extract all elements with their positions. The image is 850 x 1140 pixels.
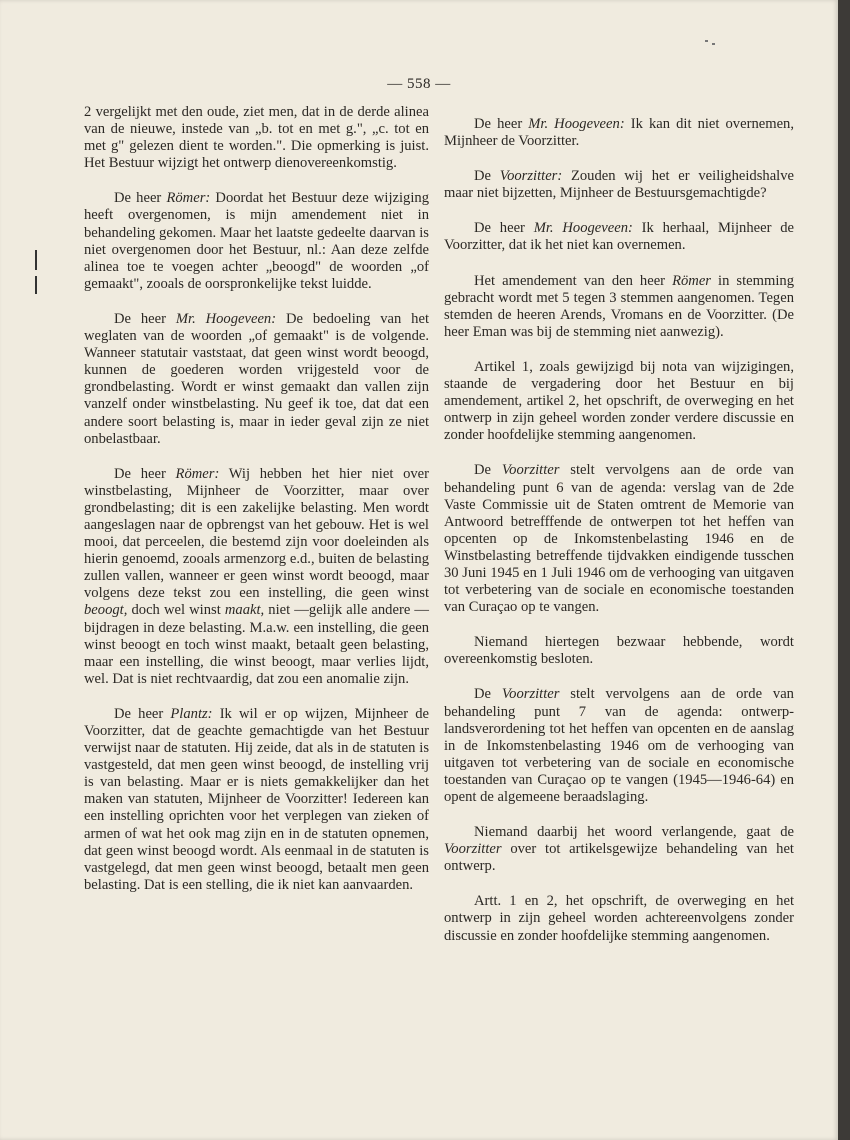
speaker-name: Mr. Hoogeveen:: [528, 116, 625, 132]
paragraph-text: over tot artikelsgewijze behandeling van het ontwerp.: [444, 841, 794, 875]
paragraph: [84, 190, 429, 293]
page-number: — 558 —: [387, 76, 451, 92]
paragraph-text: Ik herhaal, Mijnheer de Voorzitter, dat ik het niet kan overnemen.: [444, 220, 795, 254]
emphasis: maakt,: [224, 602, 265, 619]
speaker-name: Voorzitter: [444, 841, 502, 858]
speaker-name: Mr. Hoogeveen:: [533, 220, 633, 237]
left-column: [84, 104, 429, 912]
paragraph-text: Doordat het Bestuur deze wijziging heeft overgenomen, is mijn amendement niet in behandeling gekomen. Maar het laatste gedeelte daarvan is niet overgenomen door het Bestuur, nl.: Aan deze zelfde alinea toe te voegen achter „beoogd" de woorden „of gemaakt", zooals de oorspronkelijke tekst luidde.: [84, 190, 429, 292]
paragraph: [84, 466, 429, 688]
paragraph: Artt. 1 en 2, het opschrift, de overweging en het ontwerp in zijn geheel worden achtereenvolgens zonder discussie en zonder hoofdelijke stemming aangenomen.: [444, 893, 794, 944]
paragraph-prefix: De heer: [114, 705, 171, 722]
paragraph: [444, 824, 794, 875]
paragraph: [444, 686, 794, 806]
paragraph: [84, 706, 429, 894]
right-column: [444, 104, 794, 963]
paper-speck: [705, 40, 708, 42]
paragraph: [444, 220, 794, 254]
paragraph: Artikel 1, zoals gewijzigd bij nota van wijzigingen, staande de vergadering door het Bestuur en bij amendement, artikel 2, het opschrift, de overweging en het ontwerp in zijn geheel worden zonder verdere discussie en zonder hoofdelijke stemming aangenomen.: [444, 358, 794, 444]
emphasis: beoogt,: [84, 602, 128, 619]
paragraph-text: in stemming gebracht wordt met 5 tegen 3 stemmen aangenomen. Tegen stemden de heeren Arends, Vromans en de Voorzitter. (De heer Eman was bij de stemming niet aanwezig).: [444, 272, 794, 340]
paragraph: [444, 168, 794, 202]
paragraph-text: De bedoeling van het weglaten van de woorden „of gemaakt" is de volgende. Wanneer statutair vaststaat, dat geen winst wordt beoogd, kunnen de goederen worden vrijgesteld voor de grondbelasting. Wordt er winst gemaakt dan vallen zijn vanzelf onder winstbelasting. Nu geef ik toe, dat dat een andere soort belasting is, maar in ieder geval zijn ze niet onbelastbaar.: [84, 310, 430, 447]
paragraph-text: Ik wil er op wijzen, Mijnheer de Voorzitter, dat de geachte gemachtigde van het Bestuur verwijst naar de statuten. Hij zeide, dat als in de statuten is vastgesteld, dat men geen winst beoogd, de instelling vrij is van belasting. Maar er is niets gemakkelijker dan het maken van statuten, Mijnheer de Voorzitter! Iedereen kan een instelling oprichten voor het verplegen van zieken of armen of wat het ook mag zijn en in de statuten opnemen, dat geen winst beoogd wordt. Als eenmaal in de statuten is vastgelegd, dat men geen winst beoogd, betaalt men geen belasting. Dat is een stelling, die ik niet kan aanvaarden.: [84, 705, 429, 893]
paragraph: [444, 462, 794, 616]
speaker-name: Voorzitter:: [499, 168, 563, 185]
paragraph-prefix: De heer: [474, 116, 529, 132]
paragraph-text: Niemand daarbij het woord verlangende, gaat de: [474, 824, 794, 841]
paragraph-text: doch wel winst: [127, 602, 225, 619]
paragraph-prefix: De heer: [474, 220, 534, 237]
paragraph-prefix: De heer: [114, 190, 167, 207]
paragraph-prefix: De heer: [114, 465, 176, 482]
paragraph-text: stelt vervolgens aan de orde van behandeling punt 6 van de agenda: verslag van de 2de Vaste Commissie uit de Staten omtrent de Memorie van Antwoord betrefffende de ontwerpen tot het heffen van opcenten op de Inkomstenbelasting 1946 en de Winstbelasting betreffende tijdvakken eindigende tusschen 30 Juni 1945 en 1 Juli 1946 om de verhooging van uitgaven tot verbetering van de sociale en economische toestanden van Curaçao op te vangen.: [444, 462, 794, 616]
paragraph-text: Ik kan dit niet overnemen, Mijnheer de Voorzitter.: [444, 116, 794, 150]
speaker-name: Voorzitter: [501, 686, 560, 703]
paragraph-text: Wij hebben het hier niet over winstbelasting, Mijnheer de Voorzitter, maar over grondbelasting; dit is een zakelijke belasting. Men wordt aangeslagen naar de opbrengst van het gebouw. Het is wel mooi, dat perceelen, die bestemd zijn voor doeleinden als hierin genoemd, zooals armenzorg e.d., buiten de belasting zullen vallen, wanneer er geen winst wordt beoogd, maar volgens deze tekst zou een instelling, die geen winst: [84, 465, 429, 602]
paragraph-prefix: De: [474, 168, 500, 185]
paragraph: [84, 311, 429, 448]
paper-speck: [712, 43, 715, 45]
paragraph-text: stelt vervolgens aan de orde van behandeling punt 7 van de agenda: ontwerp-landsverordening tot het heffen van opcenten en de aanslag in de Inkomstenbelasting 1946 om de verhooging van uitgaven tot verbetering van de sociale en economische toestanden van Curaçao op te vangen (1945—1946-64) en opent de algemeene beraadslaging.: [444, 686, 794, 805]
speaker-name: Römer: [672, 272, 711, 289]
margin-mark: [35, 250, 37, 270]
paragraph: [444, 273, 794, 341]
paragraph: Niemand hiertegen bezwaar hebbende, wordt overeenkomstig besloten.: [444, 634, 794, 668]
speaker-name: Römer:: [166, 190, 211, 207]
paragraph-text: Het amendement van den heer: [474, 272, 673, 289]
paragraph-prefix: De heer: [114, 310, 176, 327]
paragraph: 2 vergelijkt met den oude, ziet men, dat in de derde alinea van de nieuwe, instede van „b. tot en met g.", „c. tot en met g" gelezen dient te worden.". Die opmerking is juist. Het Bestuur wijzigt het ontwerp dienovereenkomstig.: [84, 104, 429, 172]
paragraph-prefix: De: [474, 686, 502, 703]
speaker-name: Mr. Hoogeveen:: [175, 310, 277, 327]
paragraph: [444, 116, 794, 150]
paragraph-text: Zouden wij het er veiligheidshalve maar niet bijzetten, Mijnheer de Bestuursgemachtigde?: [444, 168, 795, 202]
speaker-name: Voorzitter: [501, 462, 560, 479]
speaker-name: Plantz:: [170, 705, 213, 722]
speaker-name: Römer:: [175, 465, 220, 482]
paragraph-text: niet —gelijk alle andere — bijdragen in deze belasting. M.a.w. een instelling, die geen winst beoogt en toch winst maakt, betaalt geen belasting, maar een instelling, die winst beoogt, maar verlies lijdt, wel. Dat is niet rechtvaardig, dat zou een anomalie zijn.: [84, 602, 429, 687]
margin-mark: [35, 276, 37, 294]
paragraph-prefix: De: [474, 462, 502, 479]
